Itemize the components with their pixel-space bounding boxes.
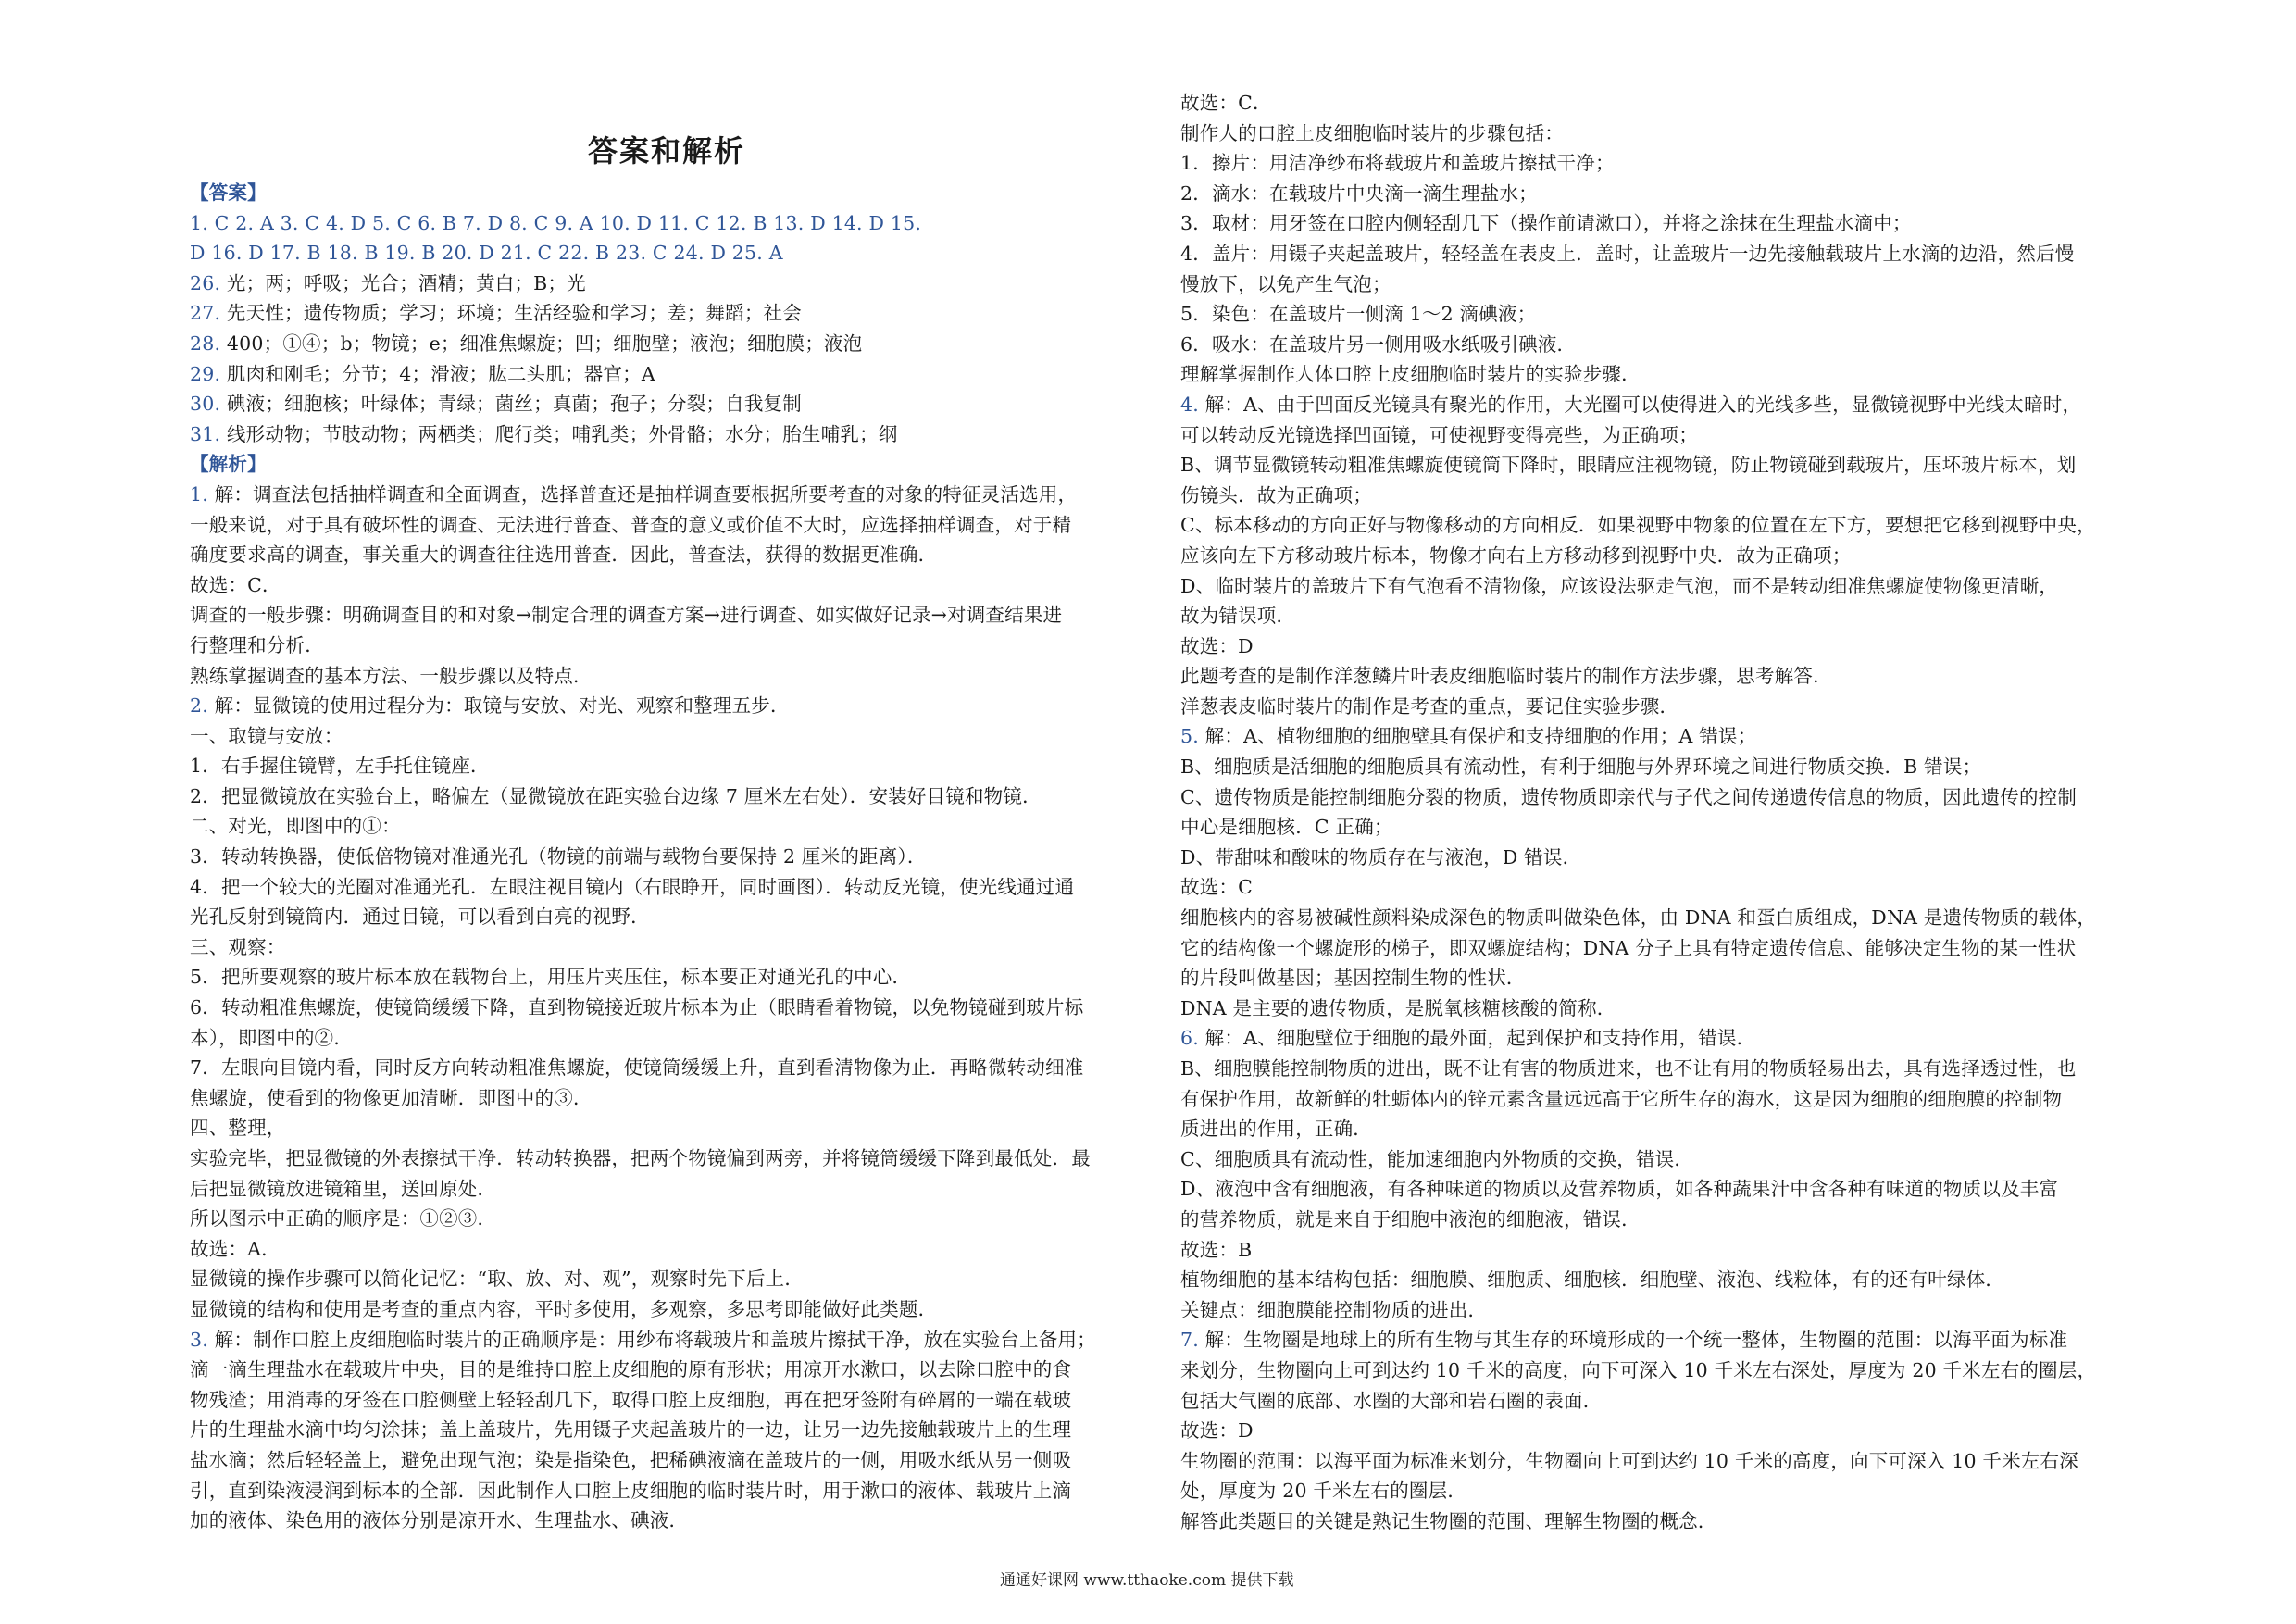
text-line bbox=[1180, 88, 2134, 119]
line-text: 显微镜的操作步骤可以简化记忆：“取、放、对、观”，观察时先下后上． bbox=[190, 1268, 805, 1291]
line-text: 理解掌握制作人体口腔上皮细胞临时装片的实验步骤． bbox=[1180, 363, 1641, 386]
text-line bbox=[1180, 239, 2134, 269]
text-line bbox=[1180, 1295, 2134, 1326]
line-text: 所以图示中正确的顺序是：①②③． bbox=[190, 1207, 497, 1230]
text-line bbox=[1180, 359, 2134, 390]
line-text: 此题考查的是制作洋葱鳞片叶表皮细胞临时装片的制作方法步骤，思考解答． bbox=[1180, 665, 1832, 688]
line-text: 三、观察： bbox=[190, 935, 286, 958]
text-line bbox=[1180, 1144, 2134, 1175]
text-line bbox=[1180, 963, 2134, 993]
line-text: D、液泡中含有细胞液，有各种味道的物质以及营养物质，如各种蔬果汁中含各种有味道的物质以及丰富 bbox=[1180, 1178, 2059, 1201]
line-text: 解答此类题目的关键是熟记生物圈的范围、理解生物圈的概念． bbox=[1180, 1509, 1717, 1532]
line-text: 加的液体、染色用的液体分别是凉开水、生理盐水、碘液． bbox=[190, 1509, 689, 1532]
line-text: 伤镜头．故为正确项； bbox=[1180, 483, 1372, 506]
text-line bbox=[1180, 420, 2134, 451]
line-text: 故选：A． bbox=[190, 1237, 281, 1260]
line-text: 5．染色：在盖玻片一侧滴 1～2 滴碘液； bbox=[1180, 303, 1537, 326]
line-text: 的营养物质，就是来自于细胞中液泡的细胞液，错误． bbox=[1180, 1207, 1641, 1230]
question-number: 31. bbox=[190, 422, 221, 445]
line-text: 解：生物圈是地球上的所有生物与其生存的环境形成的一个统一整体，生物圈的范围：以海平面为标准 bbox=[1198, 1329, 2068, 1352]
line-text: 焦螺旋，使看到的物像更加清晰．即图中的③． bbox=[190, 1086, 593, 1109]
text-line bbox=[1180, 1084, 2134, 1115]
text-line bbox=[1180, 119, 2134, 149]
text-line bbox=[190, 691, 1143, 721]
text-line bbox=[190, 298, 1143, 329]
line-text: 3．转动转换器，使低倍物镜对准通光孔（物镜的前端与载物台要保持 2 厘米的距离）． bbox=[190, 845, 927, 868]
line-text: 光；两；呼吸；光合；酒精；黄白；B；光 bbox=[220, 271, 586, 294]
line-text: 处，厚度为 20 千米左右的圈层． bbox=[1180, 1480, 1467, 1503]
text-line bbox=[1180, 993, 2134, 1024]
line-text: 制作人的口腔上皮细胞临时装片的步骤包括： bbox=[1180, 121, 1564, 144]
text-line bbox=[1180, 269, 2134, 300]
text-line bbox=[190, 329, 1143, 359]
text-line bbox=[190, 1053, 1143, 1083]
line-text: 引，直到染液浸润到标本的全部．因此制作人口腔上皮细胞的临时装片时，用于漱口的液体、载玻片上滴 bbox=[190, 1479, 1072, 1502]
line-text: D、临时装片的盖玻片下有气泡看不清物像，应该设法驱走气泡，而不是转动细准焦螺旋使物像更清晰， bbox=[1180, 574, 2059, 597]
text-line bbox=[1180, 330, 2134, 360]
line-text: 碘液；细胞核；叶绿体；青绿；菌丝；真菌；孢子；分裂；自我复制 bbox=[220, 393, 802, 416]
line-text: 4．把一个较大的光圈对准通光孔．左眼注视目镜内（右眼睁开，同时画图）．转动反光镜，使光线通过通 bbox=[190, 875, 1075, 898]
text-line bbox=[1180, 843, 2134, 873]
text-line bbox=[190, 1234, 1143, 1265]
section-heading-text: 【答案】 bbox=[190, 181, 267, 204]
line-text: 解：制作口腔上皮细胞临时装片的正确顺序是：用纱布将载玻片和盖玻片擦拭干净，放在实验台上备用； bbox=[207, 1328, 1096, 1351]
line-text: 解：A、细胞壁位于细胞的最外面，起到保护和支持作用，错误． bbox=[1198, 1027, 1756, 1050]
text-line bbox=[1180, 541, 2134, 571]
text-line bbox=[1180, 661, 2134, 692]
text-line bbox=[1180, 601, 2134, 631]
text-line bbox=[1180, 782, 2134, 813]
line-text: B、调节显微镜转动粗准焦螺旋使镜筒下降时，眼睛应注视物镜，防止物镜碰到载玻片，压坏玻片标本，划 bbox=[1180, 454, 2077, 477]
line-text: C、细胞质具有流动性，能加速细胞内外物质的交换，错误． bbox=[1180, 1147, 1694, 1170]
text-line bbox=[1180, 1416, 2134, 1446]
question-number: 5. bbox=[1180, 725, 1199, 748]
line-text: 解：调查法包括抽样调查和全面调查，选择普查还是抽样调查要根据所要考查的对象的特征灵活选用， bbox=[207, 482, 1078, 506]
text-line bbox=[190, 208, 1143, 239]
section-heading bbox=[190, 449, 1143, 480]
section-heading-text: 【解析】 bbox=[190, 453, 267, 476]
line-text: 洋葱表皮临时装片的制作是考查的重点，要记住实验步骤． bbox=[1180, 694, 1679, 718]
question-number: 7. bbox=[1180, 1329, 1199, 1352]
text-line bbox=[1180, 299, 2134, 330]
line-text: 实验完毕，把显微镜的外表擦拭干净．转动转换器，把两个物镜偏到两旁，并将镜筒缓缓下降到最低处．最 bbox=[190, 1147, 1091, 1169]
text-line bbox=[190, 932, 1143, 963]
line-text: 它的结构像一个螺旋形的梯子，即双螺旋结构；DNA 分子上具有特定遗传信息、能够决定生物的某一性状 bbox=[1180, 936, 2077, 959]
text-line bbox=[190, 1294, 1143, 1325]
line-text: 400；①④；b；物镜；e；细准焦螺旋；凹；细胞壁；液泡；细胞膜；液泡 bbox=[220, 331, 863, 355]
text-line bbox=[190, 359, 1143, 390]
text-line bbox=[1180, 721, 2134, 752]
line-text: 解：A、由于凹面反光镜具有聚光的作用，大光圈可以使得进入的光线多些，显微镜视野中光线太暗时， bbox=[1198, 393, 2082, 416]
text-line bbox=[190, 1083, 1143, 1114]
line-text: 6．转动粗准焦螺旋，使镜筒缓缓下降，直到物镜接近玻片标本为止（眼睛看着物镜，以免物镜碰到玻片标 bbox=[190, 996, 1084, 1019]
text-line bbox=[1180, 812, 2134, 843]
line-text: 二、对光，即图中的①： bbox=[190, 815, 401, 838]
line-text: B、细胞膜能控制物质的进出，既不让有害的物质进来，也不让有用的物质轻易出去，具有选择透过性，也 bbox=[1180, 1057, 2077, 1080]
text-line bbox=[1180, 1023, 2134, 1054]
text-line bbox=[190, 1476, 1143, 1506]
section-heading bbox=[190, 178, 1143, 208]
line-text: 关键点：细胞膜能控制物质的进出． bbox=[1180, 1298, 1488, 1321]
line-text: 1．擦片：用洁净纱布将载玻片和盖玻片擦拭干净； bbox=[1180, 152, 1615, 175]
text-line bbox=[1180, 571, 2134, 602]
line-text: 解：显微镜的使用过程分为：取镜与安放、对光、观察和整理五步． bbox=[207, 694, 790, 718]
line-text: 物残渣；用消毒的牙签在口腔侧壁上轻轻刮几下，取得口腔上皮细胞，再在把牙签附有碎屑的一端在载玻 bbox=[190, 1388, 1072, 1411]
text-line bbox=[190, 570, 1143, 601]
question-number: 3. bbox=[190, 1328, 208, 1351]
text-line bbox=[1180, 903, 2134, 933]
line-text: 确度要求高的调查，事关重大的调查往往选用普查．因此，普查法，获得的数据更准确． bbox=[190, 543, 938, 567]
question-number: 29. bbox=[190, 362, 221, 385]
text-line bbox=[190, 389, 1143, 419]
text-line bbox=[1180, 1506, 2134, 1537]
text-line bbox=[190, 751, 1143, 781]
line-text: 四、整理， bbox=[190, 1117, 286, 1140]
line-text: 细胞核内的容易被碱性颜料染成深色的物质叫做染色体，由 DNA 和蛋白质组成，DNA 是遗传物质的载体， bbox=[1180, 906, 2097, 930]
line-text: 中心是细胞核．C 正确； bbox=[1180, 816, 1393, 839]
text-line bbox=[1180, 481, 2134, 511]
text-line bbox=[190, 661, 1143, 692]
text-line bbox=[190, 1355, 1143, 1385]
line-text: 慢放下，以免产生气泡； bbox=[1180, 272, 1391, 295]
line-text: 2．把显微镜放在实验台上，略偏左（显微镜放在距实验台边缘 7 厘米左右处）．安装好目镜和物镜． bbox=[190, 784, 1042, 807]
line-text: 5．把所要观察的玻片标本放在载物台上，用压片夹压住，标本要正对通光孔的中心． bbox=[190, 966, 912, 989]
text-line bbox=[1180, 208, 2134, 239]
text-line bbox=[190, 872, 1143, 903]
text-line bbox=[190, 269, 1143, 299]
line-text: 包括大气圈的底部、水圈的大部和岩石圈的表面． bbox=[1180, 1389, 1603, 1412]
line-text: 熟练掌握调查的基本方法、一般步骤以及特点． bbox=[190, 664, 593, 687]
question-number: 1. bbox=[190, 482, 208, 506]
line-text: 先天性；遗传物质；学习；环境；生活经验和学习；差；舞蹈；社会 bbox=[220, 302, 802, 325]
text-line bbox=[1180, 872, 2134, 903]
text-line bbox=[1180, 752, 2134, 782]
line-text: 质进出的作用，正确． bbox=[1180, 1118, 1372, 1141]
text-line bbox=[1180, 1265, 2134, 1295]
line-text: B、细胞质是活细胞的细胞质具有流动性，有利于细胞与外界环境之间进行物质交换．B 错误； bbox=[1180, 756, 1982, 779]
question-number: 30. bbox=[190, 393, 221, 416]
right-column bbox=[1180, 88, 2134, 1537]
text-line bbox=[1180, 179, 2134, 209]
line-text: 本），即图中的②． bbox=[190, 1026, 354, 1049]
line-text: 故选：C． bbox=[190, 573, 281, 596]
question-number: 26. bbox=[190, 271, 221, 294]
text-line bbox=[190, 1415, 1143, 1445]
page-title: 答案和解析 bbox=[588, 133, 746, 169]
text-line bbox=[1180, 1114, 2134, 1144]
line-text: 片的生理盐水滴中均匀涂抹；盖上盖玻片，先用镊子夹起盖玻片的一边，让另一边先接触载玻片上的生理 bbox=[190, 1418, 1072, 1442]
line-text: C、标本移动的方向正好与物像移动的方向相反．如果视野中物象的位置在左下方，要想把它移到视野中央， bbox=[1180, 514, 2096, 537]
text-line bbox=[1180, 692, 2134, 722]
page-footer: 通通好课网 www.tthaoke.com 提供下载 bbox=[1000, 1571, 1294, 1590]
text-line bbox=[190, 540, 1143, 570]
line-text: 故选：C bbox=[1180, 876, 1253, 899]
line-text: C、遗传物质是能控制细胞分裂的物质，遗传物质即亲代与子代之间传递遗传信息的物质，因此遗传的控制 bbox=[1180, 785, 2078, 808]
question-number: 27. bbox=[190, 302, 221, 325]
line-text: 一、取镜与安放： bbox=[190, 724, 343, 747]
text-line bbox=[190, 781, 1143, 812]
text-line bbox=[190, 902, 1143, 932]
line-text: 7．左眼向目镜内看，同时反方向转动粗准焦螺旋，使镜筒缓缓上升，直到看清物像为止．再略微转动细准 bbox=[190, 1056, 1084, 1080]
text-line bbox=[190, 842, 1143, 872]
line-text: 一般来说，对于具有破坏性的调查、无法进行普查、普查的意义或价值不大时，应选择抽样调查，对于精 bbox=[190, 513, 1072, 536]
question-number: 28. bbox=[190, 331, 221, 355]
text-line bbox=[190, 993, 1143, 1023]
line-text: 解：A、植物细胞的细胞壁具有保护和支持细胞的作用；A 错误； bbox=[1198, 725, 1757, 748]
text-line bbox=[1180, 1174, 2134, 1205]
line-text: 生物圈的范围：以海平面为标准来划分，生物圈向上可到达约 10 千米的高度，向下可深入 10 千米左右深 bbox=[1180, 1449, 2078, 1472]
text-line bbox=[1180, 1325, 2134, 1355]
text-line bbox=[1180, 390, 2134, 420]
line-text: 盐水滴；然后轻轻盖上，避免出现气泡；染是指染色，把稀碘液滴在盖玻片的一侧，用吸水纸从另一侧吸 bbox=[190, 1448, 1072, 1471]
line-text: DNA 是主要的遗传物质，是脱氧核糖核酸的简称． bbox=[1180, 996, 1616, 1019]
line-text: D、带甜味和酸味的物质存在与液泡，D 错误． bbox=[1180, 845, 1582, 868]
text-line bbox=[190, 1325, 1143, 1355]
text-line bbox=[1180, 1205, 2134, 1235]
line-text: 2．滴水：在载玻片中央滴一滴生理盐水； bbox=[1180, 181, 1538, 205]
line-text: 3．取材：用牙签在口腔内侧轻刮几下（操作前请漱口），并将之涂抹在生理盐水滴中； bbox=[1180, 212, 1912, 235]
line-text: 肌肉和刚毛；分节；4；滑液；肱二头肌；器官；A bbox=[220, 362, 655, 385]
line-text: 线形动物；节肢动物；两栖类；爬行类；哺乳类；外骨骼；水分；胎生哺乳；纲 bbox=[220, 422, 898, 445]
text-line bbox=[190, 721, 1143, 752]
left-column bbox=[190, 178, 1143, 1536]
line-text: 的片段叫做基因；基因控制生物的性状． bbox=[1180, 967, 1526, 990]
line-text: D 16. D 17. B 18. B 19. B 20. D 21. C 22. B 23. C 24. D 25. A bbox=[190, 242, 783, 265]
text-line bbox=[190, 480, 1143, 510]
text-line bbox=[1180, 450, 2134, 481]
text-line bbox=[190, 1264, 1143, 1294]
text-line bbox=[190, 238, 1143, 269]
text-line bbox=[190, 1204, 1143, 1234]
text-line bbox=[1180, 1355, 2134, 1386]
text-line bbox=[190, 600, 1143, 631]
text-line bbox=[190, 962, 1143, 993]
line-text: 应该向左下方移动玻片标本，物像才向右上方移动移到视野中央．故为正确项； bbox=[1180, 543, 1852, 567]
text-line bbox=[190, 1023, 1143, 1054]
question-number: 2. bbox=[190, 694, 208, 718]
line-text: 有保护作用，故新鲜的牡蛎体内的锌元素含量远远高于它所生存的海水，这是因为细胞的细胞膜的控制物 bbox=[1180, 1087, 2063, 1110]
line-text: 来划分，生物圈向上可到达约 10 千米的高度，向下可深入 10 千米左右深处，厚度为 20 千米左右的圈层， bbox=[1180, 1358, 2097, 1381]
line-text: 调查的一般步骤：明确调查目的和对象→制定合理的调查方案→进行调查、如实做好记录→对调查结果进 bbox=[190, 604, 1063, 627]
text-line bbox=[190, 1445, 1143, 1476]
text-line bbox=[1180, 1235, 2134, 1266]
line-text: 1．右手握住镜臂，左手托住镜座． bbox=[190, 755, 490, 778]
line-text: 故选：B bbox=[1180, 1238, 1253, 1261]
line-text: 显微镜的结构和使用是考查的重点内容，平时多使用，多观察，多思考即能做好此类题． bbox=[190, 1297, 938, 1320]
text-line bbox=[1180, 148, 2134, 179]
line-text: 光孔反射到镜筒内．通过目镜，可以看到白亮的视野． bbox=[190, 906, 650, 929]
line-text: 故选：D bbox=[1180, 1419, 1254, 1443]
text-line bbox=[190, 1505, 1143, 1536]
question-number: 6. bbox=[1180, 1027, 1199, 1050]
text-line bbox=[1180, 631, 2134, 662]
text-line bbox=[1180, 1476, 2134, 1506]
line-text: 可以转动反光镜选择凹面镜，可使视野变得亮些，为正确项； bbox=[1180, 423, 1698, 446]
line-text: 植物细胞的基本结构包括：细胞膜、细胞质、细胞核．细胞壁、液泡、线粒体，有的还有叶绿体． bbox=[1180, 1268, 2005, 1292]
text-line bbox=[190, 1143, 1143, 1174]
line-text: 故选：D bbox=[1180, 634, 1254, 657]
text-line bbox=[190, 1174, 1143, 1205]
text-line bbox=[190, 419, 1143, 450]
line-text: 后把显微镜放进镜箱里，送回原处． bbox=[190, 1177, 497, 1200]
text-line bbox=[190, 510, 1143, 541]
text-line bbox=[190, 631, 1143, 661]
text-line bbox=[1180, 510, 2134, 541]
text-line bbox=[1180, 933, 2134, 964]
text-line bbox=[190, 1385, 1143, 1416]
text-line bbox=[1180, 1446, 2134, 1477]
text-line bbox=[190, 811, 1143, 842]
line-text: 行整理和分析． bbox=[190, 633, 324, 656]
line-text: 4．盖片：用镊子夹起盖玻片，轻轻盖在表皮上．盖时，让盖玻片一边先接触载玻片上水滴的边沿，然后慢 bbox=[1180, 242, 2075, 265]
question-number: 4. bbox=[1180, 393, 1199, 416]
line-text: 故选：C． bbox=[1180, 92, 1272, 114]
line-text: 6．吸水：在盖玻片另一侧用吸水纸吸引碘液． bbox=[1180, 332, 1577, 356]
line-text: 故为错误项． bbox=[1180, 605, 1296, 628]
text-line bbox=[1180, 1054, 2134, 1084]
text-line bbox=[190, 1113, 1143, 1143]
text-line bbox=[1180, 1386, 2134, 1417]
line-text: 1. C 2. A 3. C 4. D 5. C 6. B 7. D 8. C 9. A 10. D 11. C 12. B 13. D 14. D 15. bbox=[190, 211, 922, 234]
line-text: 滴一滴生理盐水在载玻片中央，目的是维持口腔上皮细胞的原有形状；用凉开水漱口，以去除口腔中的食 bbox=[190, 1358, 1072, 1381]
